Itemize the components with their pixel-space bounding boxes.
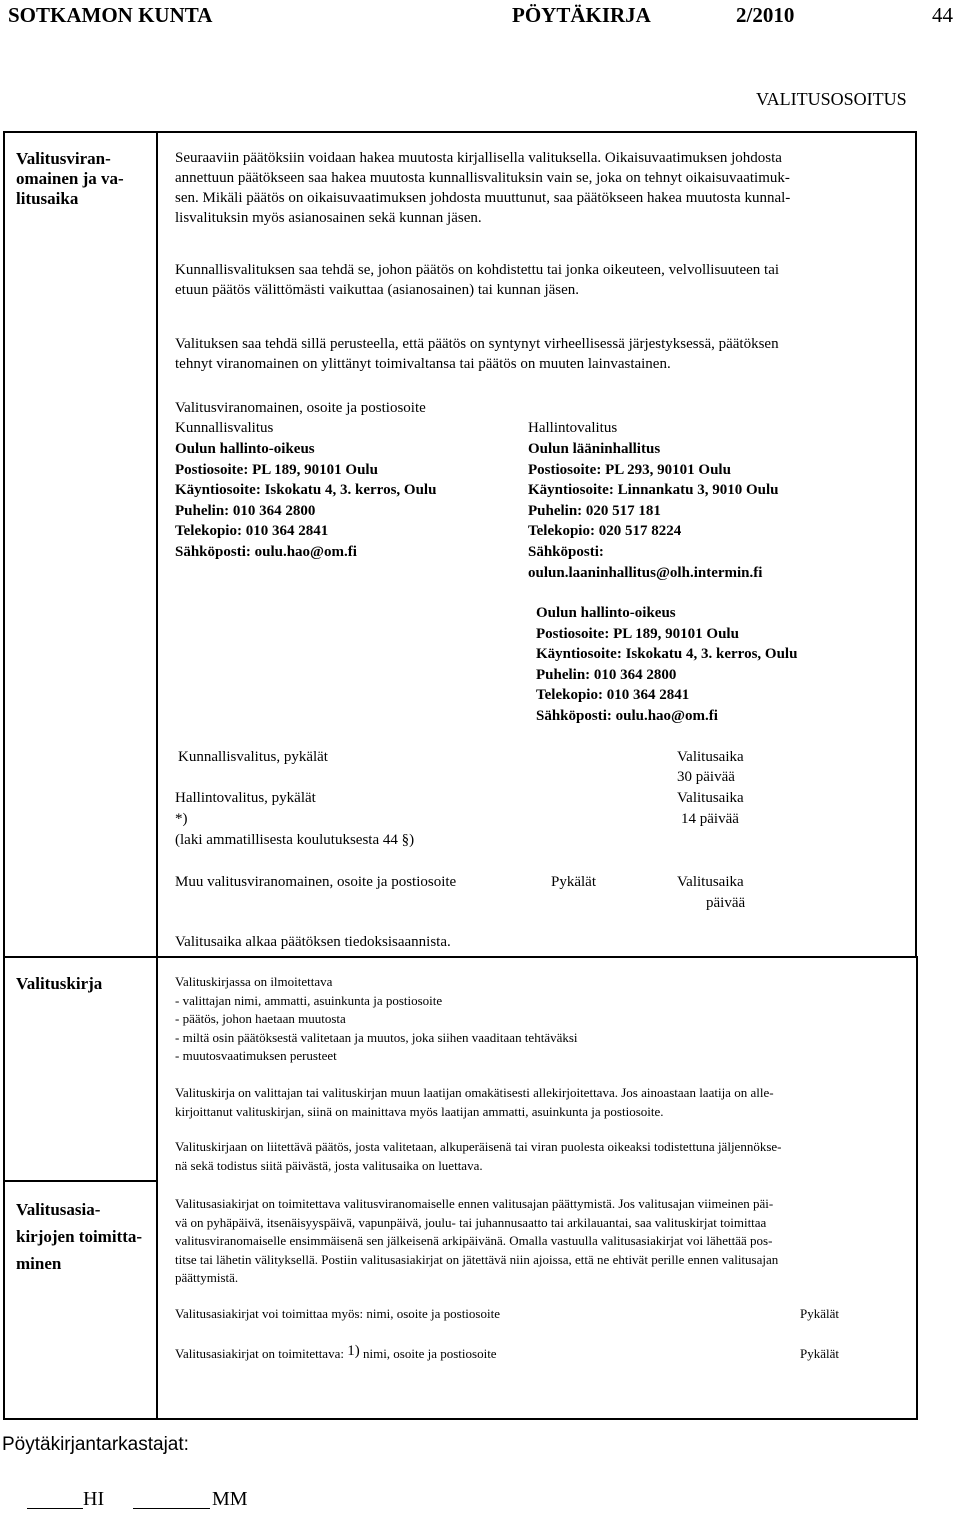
right-authority-address: Oulun lääninhallitus Postiosoite: PL 293, 90101 Oulu Käyntiosoite: Linnankatu 3, 9010 Oulu Puhelin: 020 517 181 Telekopio: 020 517 8224 Sähköposti: oulun.laaninhallitus@olh.intermin.fi — [528, 441, 779, 581]
law-reference: (laki ammatillisesta koulutuksesta 44 §) — [175, 832, 415, 848]
label-divider — [3, 1180, 158, 1182]
sec1-side-label: Valitusviran- omainen ja va- litusaika — [16, 149, 124, 208]
sec2-paragraph-1: Valituskirja on valittajan tai valituskirjan muun laatijan omakätisesti allekirjoitettava. Jos ainoastaan laatija on alle- kirjoittanut valituskirjan, siinä on mainittava myös laatijan ammatti, asuinkunta ja postiosoite. — [175, 1085, 774, 1119]
sec1-paragraph-1: Seuraaviin päätöksiin voidaan hakea muutosta kirjallisella valituksella. Oikaisuvaatimuksen johdosta annettuun päätökseen saa hakea muutosta kunnallisvalituksin vain se, joka on tehnyt oikaisuvaatimuk- sen. Mikäli päätös on oikaisuvaatimuksen johdosta muuttunut, saa päätökseen hakea muutosta kunnal- lisvalituksin myös asianosainen sekä kunnan jäsen. — [175, 150, 791, 226]
vertical-divider — [156, 956, 158, 1420]
sec1-label-box — [3, 131, 158, 958]
inspectors-label: Pöytäkirjantarkastajat: — [2, 1434, 189, 1455]
section-title: VALITUSOSOITUS — [756, 89, 907, 109]
inspector-initials-1: HI — [83, 1488, 105, 1510]
doc-number: 2/2010 — [736, 3, 795, 27]
deliver-to-pykalat: Pykälät — [800, 1346, 839, 1361]
valitusaika-label-1: Valitusaika — [677, 749, 744, 765]
sec2-required-list: Valituskirjassa on ilmoitettava - valittajan nimi, ammatti, asuinkunta ja postiosoite - päätös, johon haetaan muutosta - miltä osin päätöksestä valitetaan ja muutos, joka siihen vaaditaan tehtäväksi - muutosvaatimuksen perusteet — [175, 974, 578, 1063]
valitusaika-14-days: 14 päivää — [681, 811, 739, 827]
valitusaika-30-days: 30 päivää — [677, 769, 735, 785]
footnote-mark: 1) — [347, 1343, 360, 1359]
left-authority-address: Oulun hallinto-oikeus Postiosoite: PL 189, 90101 Oulu Käyntiosoite: Iskokatu 4, 3. kerros, Oulu Puhelin: 010 364 2800 Telekopio: 010 364 2841 Sähköposti: oulu.hao@om.fi — [175, 441, 437, 560]
paivaa-blank: päivää — [706, 895, 746, 911]
also-deliver-pykalat: Pykälät — [800, 1306, 839, 1321]
hallintovalitus-pykalat: Hallintovalitus, pykälät — [175, 790, 316, 806]
inspector-initials-2: MM — [212, 1488, 248, 1510]
page-number: 44 — [932, 3, 953, 27]
second-right-authority-address: Oulun hallinto-oikeus Postiosoite: PL 189, 90101 Oulu Käyntiosoite: Iskokatu 4, 3. kerros, Oulu Puhelin: 010 364 2800 Telekopio: 010 364 2841 Sähköposti: oulu.hao@om.fi — [536, 605, 798, 724]
org-name: SOTKAMON KUNTA — [8, 3, 213, 27]
sec1-paragraph-2: Kunnallisvalituksen saa tehdä se, johon päätös on kohdistettu tai jonka oikeuteen, velvollisuuteen tai etuun päätös välittömästi vaikuttaa (asianosainen) tai kunnan jäsen. — [175, 262, 780, 298]
deliver-to-suffix: nimi, osoite ja postiosoite — [362, 1346, 497, 1361]
sec2-side-label: Valituskirja — [16, 974, 103, 993]
signature-line-1 — [27, 1508, 83, 1509]
footnote-star: *) — [175, 811, 188, 827]
sec2-paragraph-2: Valituskirjaan on liitettävä päätös, josta valitetaan, alkuperäisenä tai viran puolesta oikeaksi todistettuna jäljennökse- nä sekä todistus siitä päivästä, josta valitusaika on luettava. — [175, 1139, 782, 1173]
sec3-paragraph: Valitusasiakirjat on toimitettava valitusviranomaiselle ennen valitusajan päättymistä. Jos valitusajan viimeinen päi- vä on pyhäpäivä, itsenäisyyspäivä, vapunpäivä, joulu- tai juhannusaatto tai arkilauantai, saa valituskirjat toimittaa valitusviranomaiselle ensimmäisenä sen jälkeisenä arkipäivänä. Omalla vastuulla valitusasiakirjat voi lähettää pos- titse tai lähetin välityksellä. Postiin valitusasiakirjat on jätettävä niin ajoissa, että ne ehtivät perille ennen valitusajan päättymistä. — [175, 1196, 779, 1285]
other-pykalat: Pykälät — [551, 874, 596, 890]
deliver-to-prefix: Valitusasiakirjat on toimitettava: — [175, 1346, 344, 1361]
doc-type: PÖYTÄKIRJA — [512, 3, 651, 27]
left-appeal-kind: Kunnallisvalitus — [175, 420, 274, 436]
appeal-start-note: Valitusaika alkaa päätöksen tiedoksisaannista. — [175, 934, 451, 950]
kunnallisvalitus-pykalat: Kunnallisvalitus, pykälät — [178, 749, 328, 765]
also-deliver-line: Valitusasiakirjat voi toimittaa myös: nimi, osoite ja postiosoite — [175, 1306, 500, 1321]
right-appeal-kind: Hallintovalitus — [528, 420, 618, 436]
valitusaika-label-3: Valitusaika — [677, 874, 744, 890]
valitusaika-label-2: Valitusaika — [677, 790, 744, 806]
deliver-to-line — [175, 1345, 497, 1364]
signature-line-2 — [133, 1508, 210, 1509]
sec1-paragraph-3: Valituksen saa tehdä sillä perusteella, että päätös on syntynyt virheellisessä järjestyksessä, päätöksen tehnyt viranomainen on ylittänyt toimivaltansa tai päätös on muuten lainvastainen. — [175, 336, 779, 372]
other-authority-label: Muu valitusviranomainen, osoite ja postiosoite — [175, 874, 457, 890]
authority-heading: Valitusviranomainen, osoite ja postiosoite — [175, 400, 426, 416]
sec3-side-label: Valitusasia- kirjojen toimitta- minen — [16, 1200, 143, 1273]
